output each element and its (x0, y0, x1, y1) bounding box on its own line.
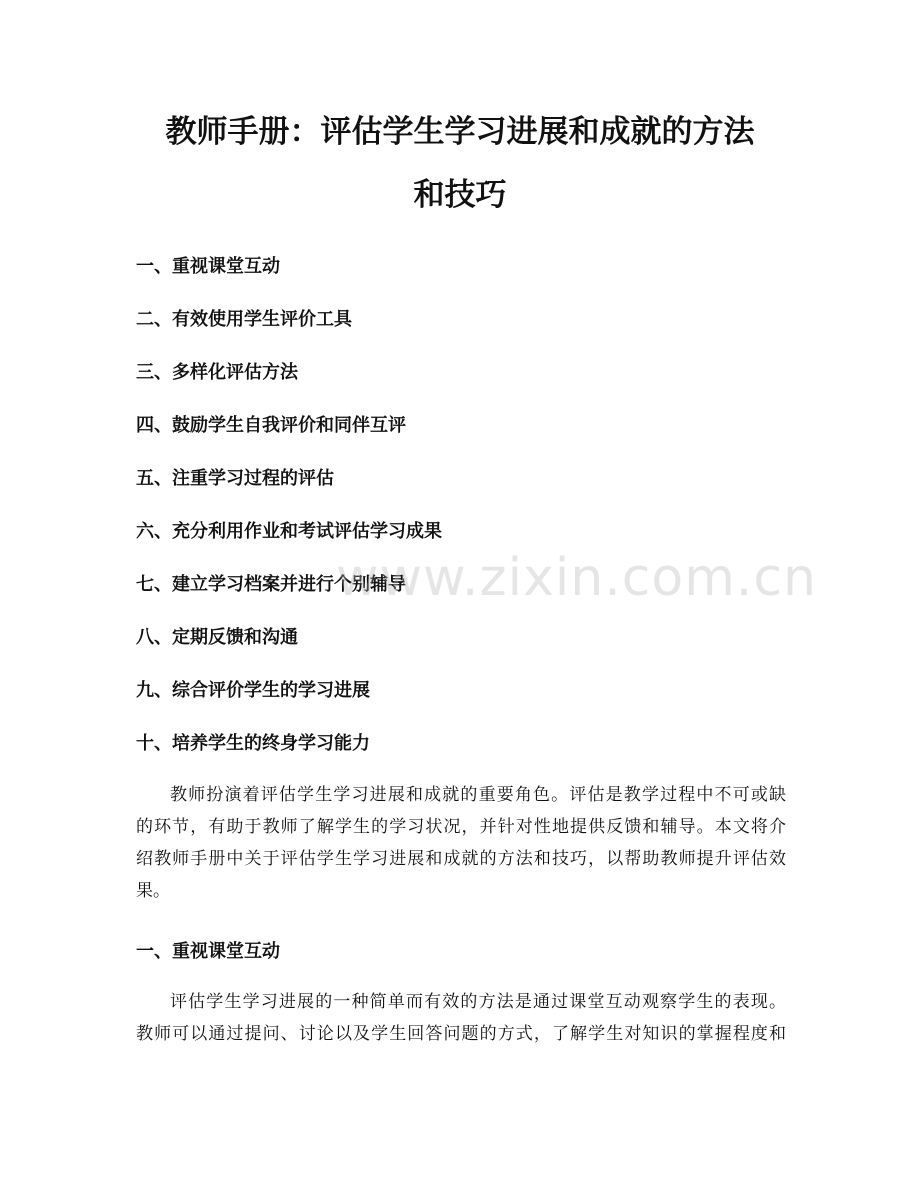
watermark: www.zixin.com.cn (336, 548, 817, 608)
toc-item-9: 九、综合评价学生的学习进展 (136, 680, 370, 701)
section-1-heading: 一、重视课堂互动 (136, 941, 280, 962)
toc-item-1: 一、重视课堂互动 (136, 256, 280, 277)
toc-item-7: 七、建立学习档案并进行个别辅导 (136, 574, 406, 595)
document-title-line-1: 教师手册：评估学生学习进展和成就的方法 (165, 114, 755, 150)
intro-line-3: 绍教师手册中关于评估学生学习进展和成就的方法和技巧，以帮助教师提升评估效 (136, 849, 786, 869)
intro-line-1: 教师扮演着评估学生学习进展和成就的重要角色。评估是教学过程中不可或缺 (170, 785, 786, 805)
toc-item-3: 三、多样化评估方法 (136, 362, 298, 383)
toc-item-8: 八、定期反馈和沟通 (136, 627, 298, 648)
toc-item-5: 五、注重学习过程的评估 (136, 468, 334, 489)
section-1-paragraph (136, 986, 786, 1050)
toc-item-10: 十、培养学生的终身学习能力 (136, 733, 370, 754)
section-1-line-1: 评估学生学习进展的一种简单而有效的方法是通过课堂互动观察学生的表现。 (170, 992, 786, 1012)
toc-item-2: 二、有效使用学生评价工具 (136, 309, 352, 330)
toc-item-4: 四、鼓励学生自我评价和同伴互评 (136, 415, 406, 436)
toc-item-6: 六、充分利用作业和考试评估学习成果 (136, 521, 442, 542)
intro-line-4: 果。 (136, 881, 170, 901)
section-1-line-2: 教师可以通过提问、讨论以及学生回答问题的方式，了解学生对知识的掌握程度和 (136, 1024, 786, 1044)
intro-paragraph (136, 779, 786, 907)
intro-line-2: 的环节，有助于教师了解学生的学习状况，并针对性地提供反馈和辅导。本文将介 (136, 817, 786, 837)
document-title-line-2: 和技巧 (413, 177, 507, 213)
